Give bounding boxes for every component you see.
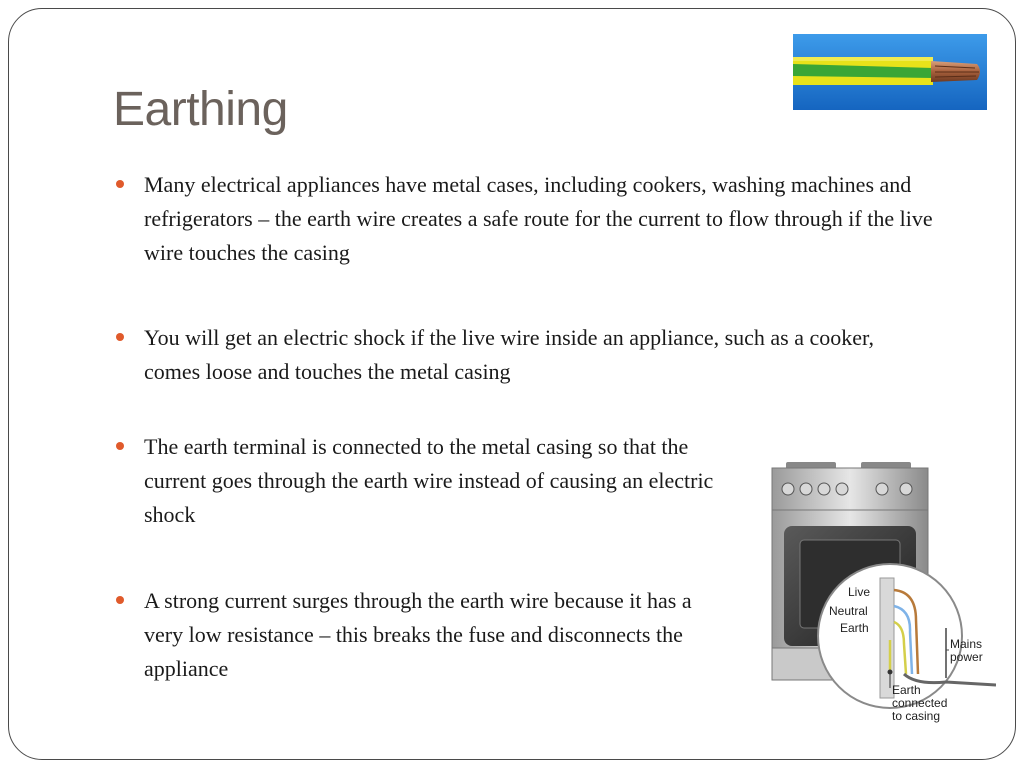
label-casing-3: to casing (892, 709, 941, 723)
cooker-diagram (766, 460, 996, 740)
bullet-text: The earth terminal is connected to the metal casing so that the current goes through the earth wire instead of causing an electric shock (144, 434, 714, 527)
bullet-dot-icon (116, 596, 124, 604)
bullet-dot-icon (116, 180, 124, 188)
label-mains: Mains (950, 637, 983, 651)
bullet-dot-icon (116, 442, 124, 450)
bullet-item (116, 430, 716, 532)
label-neutral: Neutral (829, 604, 868, 618)
bullet-item (116, 321, 916, 389)
bullet-text: Many electrical appliances have metal cases, including cookers, washing machines and refrigerators – the earth wire creates a safe route for the current to flow through if the live wire touches the casing (144, 172, 933, 265)
bullet-item (116, 584, 716, 686)
label-casing-1: Earth (892, 683, 921, 697)
label-live: Live (848, 585, 871, 599)
bullet-text: A strong current surges through the earth wire because it has a very low resistance – this breaks the fuse and disconnects the appliance (144, 588, 692, 681)
slide-title: Earthing (113, 83, 288, 136)
label-earth: Earth (840, 621, 869, 635)
bullet-text: You will get an electric shock if the live wire inside an appliance, such as a cooker, comes loose and touches the metal casing (144, 325, 874, 384)
earth-wire-photo (793, 34, 987, 110)
label-casing-2: connected (892, 696, 948, 710)
bullet-item (116, 168, 956, 270)
label-power: power (950, 650, 983, 664)
bullet-dot-icon (116, 333, 124, 341)
